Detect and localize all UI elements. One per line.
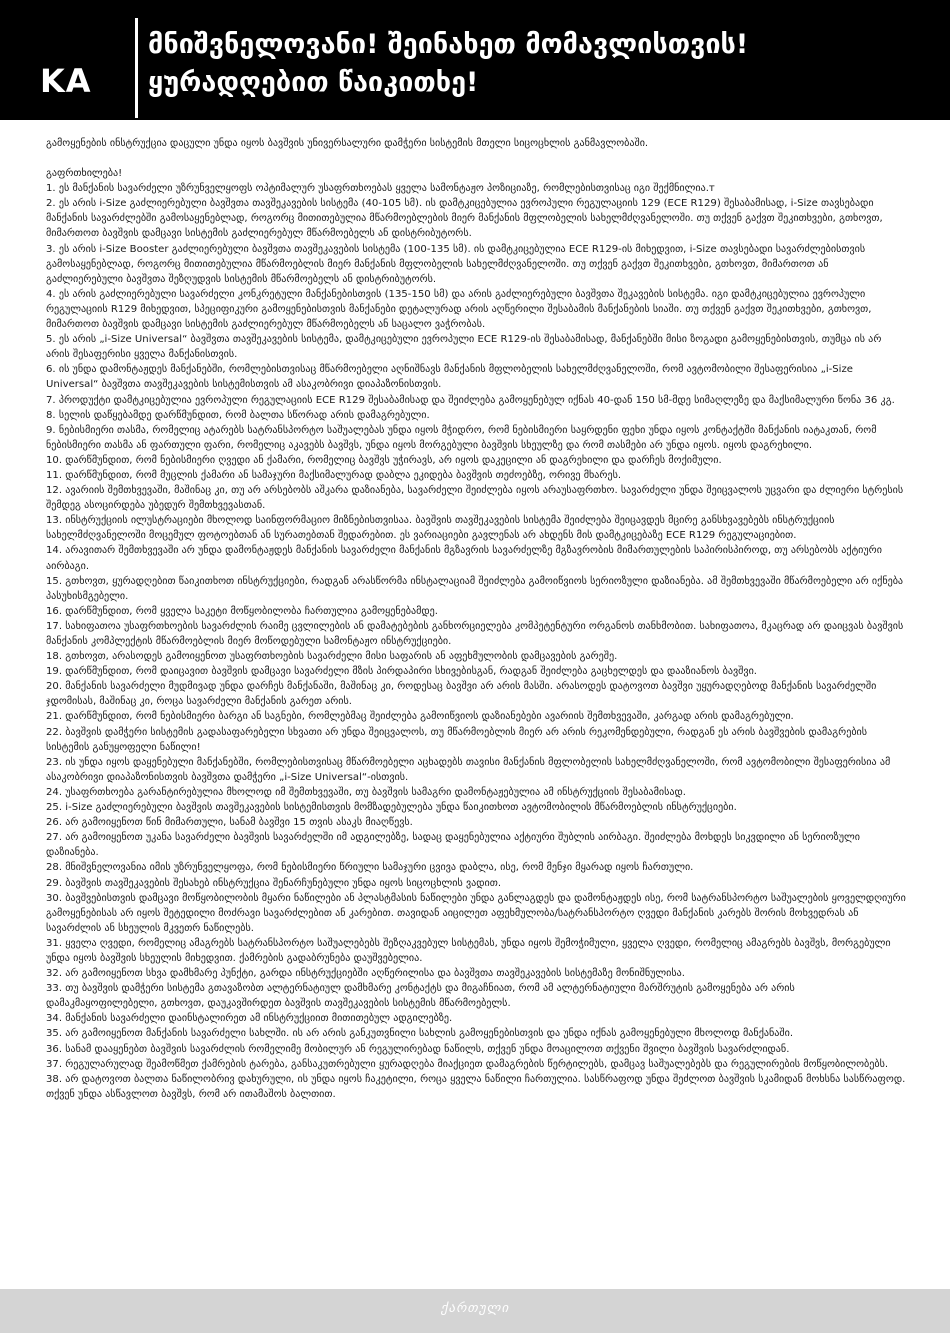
warning-item: 28. მნიშვნელოვანია იმის უზრუნველყოფა, რომ ნებისმიერი წრიული სამაჯური ცვივა დაბლა, ისე, რომ მენჯი მყარად იყოს ჩართული. (46, 862, 694, 874)
warning-item: 37. რეგულარულად შეამოწმეთ ქამრების ტარება, განსაკუთრებული ყურადღება მიაქციეთ დამაგრების წერტილებს, დამცავ საშუალებებს და რეგულირების მოწყობილობებს. (46, 1058, 889, 1070)
warning-item: 7. პროდუქტი დამტკიცებულია ევროპული რეგულაციის ECE R129 შესაბამისად და შეიძლება გამოყენებულ იქნას 40-დან 150 სმ-მდე სიმაღლეზე და მაქსიმალური წონა 36 კგ. (46, 394, 895, 406)
language-code: KA (40, 62, 92, 100)
warning-item: 22. ბავშვის დამჭერი სისტემის გადასაფარებელი სხვათი არ უნდა შეიცვალოს, თუ მწარმოებლის მიერ არ არის რეკომენდებული, რადგან ეს არის ბავშვების დამაგრების სისტემის განუყოფელი ნაწილი! (46, 726, 868, 753)
warning-item: 33. თუ ბავშვის დამჭერი სისტემა გთავაზობთ ალტერნატიულ დამხმარე კონტაქტს და მიგაჩნიათ, რომ ამ ალტერნატიული მარშრუტის გამოყენება არ არის დამაკმაყოფილებელი, გთხოვთ, დაუკავშირდეთ ბავშვის თავშეკავების სისტემის მწარმოებელს. (46, 983, 795, 1010)
warning-item: 5. ეს არის „i-Size Universal“ ბავშვთა თავშეკავების სისტემა, დამტკიცებული ევროპული ECE R129-ის შესაბამისად, მანქანებში მისი ზოგადი გამოყენებისთვის, თუმცა ის არ არის შესაფერისი ყველა მანქანისთვის. (46, 334, 882, 361)
warning-item: 30. ბავშვებისთვის დამცავი მოწყობილობის მყარი ნაწილები ან პლასტმასის ნაწილები უნდა განლაგდეს და დამონტაჟდეს ისე, რომ სატრანსპორტო საშუალების ყოველდღიური გამოყენებისას არ იყოს შეტედილი მოძრავი სავარძლებით ან კარებით. თავიდან აიცილეთ აფეხმულობა/სატრანსპორტო ღვედი მანქანის კარებს შორის მოხვედრას ან სავარძლის ან სხეულის მკვეთრ ნაწილებს. (46, 892, 906, 934)
warning-item: 18. გთხოვთ, არასოდეს გამოიყენოთ უსაფრთხოების სავარძელი მისი საფარის ან აფეხმულობის დამცავების გარეშე. (46, 651, 618, 663)
warning-item: 32. არ გამოიყენოთ სხვა დამხმარე პუნქტი, გარდა ინსტრუქციებში აღწერილისა და ბავშვთა თავშეკავების სისტემაზე მონიშნულისა. (46, 968, 685, 980)
warning-item: 17. სახიფათოა უსაფრთხოების სავარძლის რაიმე ცვლილების ან დამატებების განხორციელება კომპეტენტური ორგანოს თანხმობით. სახიფათოა, მკაცრად არ დაიცვას ბავშვის მანქანის კომპლექტის მწარმოებლის მიერ მოწოდებული სამონტაჟო ინსტრუქციები. (46, 620, 904, 647)
warning-item: 2. ეს არის i-Size გაძლიერებული ბავშვთა თავშეკავების სისტემა (40-105 სმ). ის დამტკიცებულია ევროპული რეგულაციის 129 (ECE R129) შესაბამისად, i-Size თავსებადი მანქანის სავარძლებში გამოსაყენებლად, როგორც მითითებულია მწარმოებლების მიერ მანქანის მფლობელის სახელმძღვანელოში. თუ თქვენ გაქვთ შეკითხვები, გთხოვთ, მიმართოთ ბავშვის დამცავი სისტემის გაძლიერებულ მწარმოებელს ან დისტრიბუტორს. (46, 198, 883, 240)
warning-item: 9. ნებისმიერი თასმა, რომელიც ატარებს სატრანსპორტო საშუალებას უნდა იყოს მჭიდრო, რომ ნებისმიერი საყრდენი ფეხი უნდა იყოს კონტაქტში მანქანის იატაკთან, რომ ნებისმიერი თასმა ან ფართული ფარი, რომელიც აკავებს ბავშვს, უნდა იყოს მორგებული ბავშვის სხეულზე და რომ თასმები არ უნდა იყოს. იყოს დაგრეხილი. (46, 424, 877, 451)
warning-item: 12. ავარიის შემთხვევაში, მაშინაც კი, თუ არ არსებობს აშკარა დაზიანება, სავარძელი შეიძლება იყოს არაუსაფრთხო. სავარძელი უნდა შეიცვალოს უცვარი და ძლიერი სტრესის შემდეგ ასოცირდება უბედურ შემთხვევასთან. (46, 485, 904, 512)
footer-language-label: ქართული (440, 1301, 510, 1316)
warning-item: 15. გთხოვთ, ყურადღებით წაიკითხოთ ინსტრუქციები, რადგან არასწორმა ინსტალაციამ შეიძლება გამოიწვიოს სერიოზული დაზიანება. ამ შემთხვევაში მწარმოებელი არ იქნება პასუხისმგებელი. (46, 575, 904, 602)
warning-item: 24. უსაფრთხოება გარანტირებულია მხოლოდ იმ შემთხვევაში, თუ ბავშვის სამაგრი დამონტაჟებულია ამ ინსტრუქციის შესაბამისად. (46, 786, 686, 798)
warning-item: 29. ბავშვის თავშეკავების შესახებ ინსტრუქცია შენარჩუნებული უნდა იყოს სიცოცხლის ვადით. (46, 877, 502, 889)
warning-item: 23. ის უნდა იყოს დაყენებული მანქანებში, რომლებისთვისაც მწარმოებელი აცხადებს თავისი მანქანის მფლობელის სახელმძღვანელოში, რომ ავტომობილი შესაფერისია ამ ასაკობრივი დიაპაზონისთვის ბავშვთა დამჭერი „i-Size Universal“-ისთვის. (46, 756, 891, 783)
warning-item: 14. არავითარ შემთხვევაში არ უნდა დამონტაჟდეს მანქანის სავარძელი მანქანის მგზავრის სავარძელზე მგზავრობის მიმართულების საპირისპიროდ, თუ არსებობს აქტიური აირბაგი. (46, 545, 882, 572)
warning-item: 3. ეს არის i-Size Booster გაძლიერებული ბავშვთა თავშეკავების სისტემა (100-135 სმ). ის დამტკიცებულია ECE R129-ის მიხედვით, i-Size თავსებადი სავარძლებისთვის გამოსაყენებლად, როგორც მითითებულია მწარმოებლის მიერ მანქანის მფლობელის სახელმძღვანელოში. თუ თქვენ გაქვთ შეკითხვები, გთხოვთ, მიმართოთ ან გაძლიერებული ბავშვთა შეზღუდვის სისტემის მწარმოებელს ან დისტრიბუტორს. (46, 243, 866, 285)
warning-list (46, 181, 908, 1102)
warning-item: 34. მანქანის სავარძელი დაინსტალირეთ ამ ინსტრუქციით მითითებულ ადგილებზე. (46, 1013, 453, 1025)
header-bar (0, 0, 950, 120)
warning-item: 25. i-Size გაძლიერებული ბავშვის თავშეკავების სისტემისთვის მომზადებულება უნდა წაიკითხოთ ავტომობილის მწარმოებლის ინსტრუქციები. (46, 802, 737, 814)
title-line-2: ყურადღებით წაიკითხე! (148, 67, 479, 98)
page-title (148, 26, 928, 102)
warning-item: 36. სანამ დააყენებთ ბავშვის სავარძლის რომელიმე მობილურ ან რეგულირებად ნაწილს, თქვენ უნდა მოაცილოთ თქვენი შვილი ბავშვის სავარძლიდან. (46, 1043, 790, 1055)
warning-item: 11. დარწმუნდით, რომ მუცლის ქამარი ან სამაჯური მაქსიმალურად დაბლა ეკიდება ბავშვის თეძოებზე, ორივე მხარეს. (46, 469, 622, 481)
warning-item: 1. ეს მანქანის სავარძელი უზრუნველყოფს ოპტიმალურ უსაფრთხოებას ყველა სამონტაჟო პოზიციაზე, რომლებისთვისაც იგი შექმნილია.т (46, 183, 715, 195)
instructions-body (46, 136, 908, 1102)
warning-item: 6. ის უნდა დამონტაჟდეს მანქანებში, რომლებისთვისაც მწარმოებელი აღნიშნავს მანქანის მფლობელის სახელმძღვანელოში, რომ ავტომობილი შესაფერისია „i-Size Universal“ ბავშვთა თავშეკავების სისტემისთვის ამ ასაკობრივი დიაპაზონისთვის. (46, 364, 853, 391)
warning-item: 4. ეს არის გაძლიერებული სავარძელი კონკრეტული მანქანებისთვის (135-150 სმ) და არის გაძლიერებული ბავშვთა შეკავების სისტემა. იგი დამტკიცებულია ევროპული რეგულაციის R129 მიხედვით, სპეციფიკური გამოყენებისთვის მანქანები დეტალურად არის აღწერილი შესაბამის მანქანების სიაში. თუ თქვენ გაქვთ შეკითხვები, გთხოვთ, მიმართოთ ბავშვის დამცავი სისტემის გაძლიერებულ მწარმოებელს ან საცალო ვაჭრობას. (46, 288, 872, 331)
warning-item: 26. არ გამოიყენოთ წინ მიმართული, სანამ ბავშვი 15 თვის ასაკს მიაღწევს. (46, 817, 413, 829)
warning-item: 20. მანქანის სავარძელი მუდმივად უნდა დარჩეს მანქანაში, მაშინაც კი, როდესაც ბავშვი არ არის მასში. არასოდეს დატოვოთ ბავშვი უყურადღებოდ მანქანის სავარძელში ჯდომისას, მაშინაც კი, როცა სავარძელი მანქანის გარეთ არის. (46, 681, 877, 708)
warning-item: 35. არ გამოიყენოთ მანქანის სავარძელი სახლში. ის არ არის განკუთვნილი სახლის გამოყენებისთვის და უნდა იქნას გამოყენებული მხოლოდ მანქანაში. (46, 1028, 794, 1040)
intro-paragraph: გამოყენების ინსტრუქცია დაცული უნდა იყოს ბავშვის უნივერსალური დამჭერი სისტემის მთელი სიცოცხლის განმავლობაში. (46, 138, 649, 149)
warning-item: 16. დარწმუნდით, რომ ყველა საკეტი მოწყობილობა ჩართულია გამოყენებამდე. (46, 605, 439, 617)
warning-item: 38. არ დატოვოთ ბალთა ნაწილობრივ დახურული, ის უნდა იყოს ჩაკეტილი, როცა ყველა ნაწილი ჩართულია. სასწრაფოდ უნდა შეძლოთ ბავშვის სკამიდან მოხსნა სასწრაფოდ. თქვენ უნდა ასწავლოთ ბავშვს, რომ არ ითამაშოს ბალთით. (46, 1073, 906, 1100)
warning-item: 10. დარწმუნდით, რომ ნებისმიერი ღვედი ან ქამარი, რომელიც ბავშვს უჭირავს, არ იყოს დაკეცილი ან დაგრეხილი და დარჩეს მოქიმული. (46, 454, 722, 466)
footer-bar (0, 1289, 950, 1333)
warning-item: 13. ინსტრუქციის ილუსტრაციები მხოლოდ საინფორმაციო მიზნებისთვისაა. ბავშვის თავშეკავების სისტემა შეიძლება შეიცავდეს მცირე განსხვავებებს ინსტრუქციის სახელმძღვანელოში მოცემულ ფოტოებთან ან სურათებთან შედარებით. ეს ვარიაციები გავლენას არ ახდენს მის დამტკიცებაზე ECE R129 რეგულაციებით. (46, 515, 835, 542)
warning-heading: გაფრთხილება! (46, 168, 123, 180)
warning-item: 27. არ გამოიყენოთ უკანა სავარძელი ბავშვის სავარძელში იმ ადგილებზე, სადაც დაყენებულია აქტიური შუბლის აირბაგი. შეიძლება მოხდეს სიკვდილი ან სერიოზული დაზიანება. (46, 832, 860, 859)
header-divider (135, 18, 138, 118)
warning-item: 19. დარწმუნდით, რომ დაიცავით ბავშვის დამცავი სავარძელი მზის პირდაპირი სხივებისგან, რადგან შეიძლება გაცხელდეს და დააზიანოს ბავშვი. (46, 666, 757, 678)
warning-item: 21. დარწმუნდით, რომ ნებისმიერი ბარგი ან საგნები, რომლებმაც შეიძლება გამოიწვიოს დაზიანებები ავარიის შემთხვევაში, კარგად არის დამაგრებული. (46, 711, 794, 723)
warning-item: 31. ყველა ღვედი, რომელიც ამაგრებს სატრანსპორტო საშუალებებს შეზღაკვებულ სისტემას, უნდა იყოს შემოჭიმული, ყველა ღვედი, რომელიც ამაგრებს ბავშვს, მორგებული უნდა იყოს ბავშვის სხეულის მიხედვით. ქამრების გადაბრუნება დაუშვებელია. (46, 937, 891, 964)
title-line-1: მნიშვნელოვანი! შეინახეთ მომავლისთვის! (148, 29, 749, 60)
warning-item: 8. სელის დაწყებამდე დარწმუნდით, რომ ბალთა სწორად არის დამაგრებული. (46, 409, 430, 421)
